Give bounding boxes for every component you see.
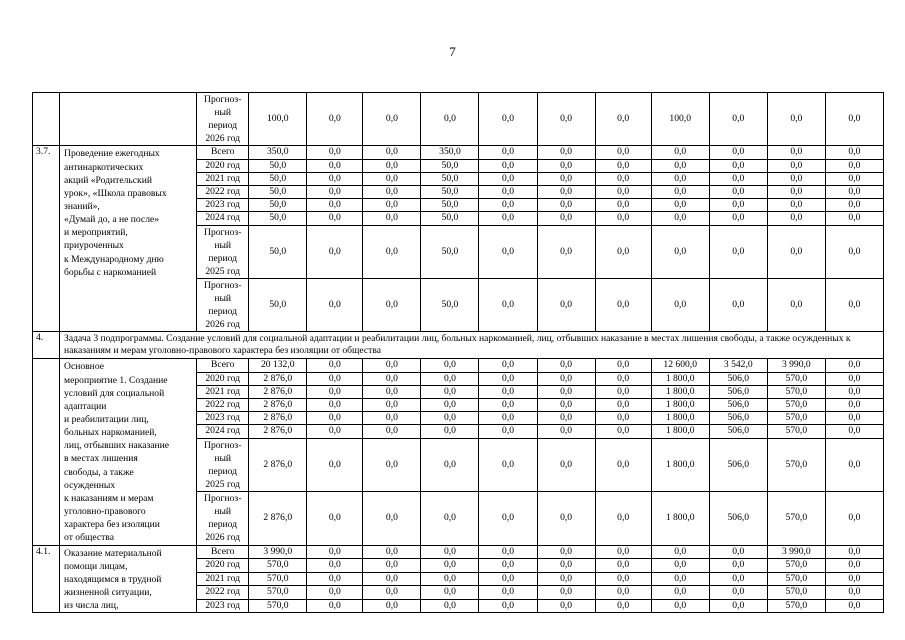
value-cell: 2 876,0 xyxy=(249,438,307,491)
value-cell: 0,0 xyxy=(537,559,595,573)
value-cell: 0,0 xyxy=(421,425,479,438)
value-cell: 570,0 xyxy=(249,559,307,573)
value-cell: 0,0 xyxy=(651,586,709,600)
value-cell: 0,0 xyxy=(307,185,363,198)
value-cell: 0,0 xyxy=(421,412,479,425)
value-cell: 0,0 xyxy=(307,385,363,398)
value-cell: 570,0 xyxy=(767,599,825,613)
value-cell: 0,0 xyxy=(595,185,651,198)
value-cell: 50,0 xyxy=(421,159,479,172)
period-cell: 2021 год xyxy=(197,172,249,185)
value-cell: 0,0 xyxy=(767,93,825,146)
value-cell: 50,0 xyxy=(249,278,307,331)
value-cell: 0,0 xyxy=(825,159,883,172)
value-cell: 0,0 xyxy=(479,185,537,198)
value-cell: 0,0 xyxy=(651,545,709,559)
period-cell: Прогноз- ный период 2025 год xyxy=(197,225,249,278)
value-cell: 0,0 xyxy=(825,359,883,372)
value-cell: 0,0 xyxy=(537,278,595,331)
value-cell: 0,0 xyxy=(537,185,595,198)
value-cell: 50,0 xyxy=(249,185,307,198)
value-cell: 0,0 xyxy=(307,93,363,146)
value-cell: 0,0 xyxy=(537,599,595,613)
value-cell: 0,0 xyxy=(307,425,363,438)
value-cell: 0,0 xyxy=(767,199,825,212)
value-cell: 506,0 xyxy=(709,412,767,425)
table-row xyxy=(33,146,884,159)
period-cell: 2021 год xyxy=(197,572,249,586)
value-cell: 50,0 xyxy=(421,278,479,331)
value-cell: 1 800,0 xyxy=(651,438,709,491)
value-cell: 0,0 xyxy=(825,412,883,425)
value-cell: 0,0 xyxy=(479,545,537,559)
value-cell: 0,0 xyxy=(651,146,709,159)
value-cell: 0,0 xyxy=(421,599,479,613)
value-cell: 0,0 xyxy=(767,278,825,331)
row-number: 3.7. xyxy=(33,146,60,332)
activity-name xyxy=(60,93,197,146)
table-row xyxy=(33,93,884,146)
value-cell: 570,0 xyxy=(767,586,825,600)
value-cell: 570,0 xyxy=(767,559,825,573)
value-cell: 3 542,0 xyxy=(709,359,767,372)
value-cell: 0,0 xyxy=(595,372,651,385)
value-cell: 1 800,0 xyxy=(651,412,709,425)
value-cell: 50,0 xyxy=(249,199,307,212)
value-cell: 1 800,0 xyxy=(651,372,709,385)
value-cell: 0,0 xyxy=(825,172,883,185)
value-cell: 0,0 xyxy=(595,438,651,491)
value-cell: 0,0 xyxy=(595,492,651,546)
value-cell: 0,0 xyxy=(825,212,883,225)
value-cell: 1 800,0 xyxy=(651,425,709,438)
value-cell: 0,0 xyxy=(709,572,767,586)
value-cell: 0,0 xyxy=(537,199,595,212)
value-cell: 0,0 xyxy=(421,359,479,372)
value-cell: 0,0 xyxy=(537,159,595,172)
value-cell: 0,0 xyxy=(767,185,825,198)
value-cell: 0,0 xyxy=(825,278,883,331)
value-cell: 350,0 xyxy=(421,146,479,159)
table-body xyxy=(33,93,884,613)
value-cell: 100,0 xyxy=(651,93,709,146)
value-cell: 0,0 xyxy=(307,559,363,573)
value-cell: 0,0 xyxy=(479,385,537,398)
value-cell: 0,0 xyxy=(479,398,537,411)
value-cell: 0,0 xyxy=(709,586,767,600)
value-cell: 50,0 xyxy=(421,185,479,198)
value-cell: 0,0 xyxy=(363,559,421,573)
value-cell: 0,0 xyxy=(537,146,595,159)
value-cell: 0,0 xyxy=(825,586,883,600)
table-row xyxy=(33,359,884,372)
value-cell: 50,0 xyxy=(249,172,307,185)
value-cell: 0,0 xyxy=(767,212,825,225)
value-cell: 1 800,0 xyxy=(651,492,709,546)
value-cell: 506,0 xyxy=(709,492,767,546)
value-cell: 0,0 xyxy=(651,172,709,185)
value-cell: 0,0 xyxy=(307,359,363,372)
value-cell: 2 876,0 xyxy=(249,425,307,438)
value-cell: 350,0 xyxy=(249,146,307,159)
value-cell: 0,0 xyxy=(363,93,421,146)
value-cell: 0,0 xyxy=(709,199,767,212)
value-cell: 0,0 xyxy=(651,599,709,613)
value-cell: 0,0 xyxy=(709,185,767,198)
value-cell: 0,0 xyxy=(479,586,537,600)
value-cell: 0,0 xyxy=(825,146,883,159)
value-cell: 506,0 xyxy=(709,385,767,398)
row-number: 4.1. xyxy=(33,545,60,613)
value-cell: 0,0 xyxy=(595,559,651,573)
value-cell: 0,0 xyxy=(421,559,479,573)
value-cell: 0,0 xyxy=(363,172,421,185)
value-cell: 0,0 xyxy=(307,492,363,546)
value-cell: 0,0 xyxy=(307,212,363,225)
value-cell: 0,0 xyxy=(363,146,421,159)
value-cell: 0,0 xyxy=(363,212,421,225)
period-cell: 2021 год xyxy=(197,385,249,398)
value-cell: 1 800,0 xyxy=(651,398,709,411)
value-cell: 0,0 xyxy=(479,278,537,331)
value-cell: 0,0 xyxy=(651,199,709,212)
task-description: Задача 3 подпрограммы. Создание условий для социальной адаптации и реабилитации лиц, больных наркоманией, лиц, отбывших наказание в местах лишения свободы, а также осужденных к наказаниям и мерам уголовно-правового характера без изоляции от общества xyxy=(60,332,884,359)
value-cell: 0,0 xyxy=(479,172,537,185)
value-cell: 0,0 xyxy=(537,398,595,411)
period-cell: 2022 год xyxy=(197,398,249,411)
value-cell: 0,0 xyxy=(479,212,537,225)
period-cell: 2020 год xyxy=(197,159,249,172)
value-cell: 2 876,0 xyxy=(249,385,307,398)
value-cell: 0,0 xyxy=(537,412,595,425)
value-cell: 0,0 xyxy=(767,159,825,172)
value-cell: 0,0 xyxy=(709,278,767,331)
value-cell: 0,0 xyxy=(537,93,595,146)
value-cell: 0,0 xyxy=(479,559,537,573)
value-cell: 0,0 xyxy=(651,572,709,586)
value-cell: 0,0 xyxy=(307,278,363,331)
value-cell: 0,0 xyxy=(363,372,421,385)
period-cell: Прогноз- ный период 2026 год xyxy=(197,492,249,546)
value-cell: 0,0 xyxy=(595,212,651,225)
value-cell: 0,0 xyxy=(709,225,767,278)
value-cell: 0,0 xyxy=(363,438,421,491)
value-cell: 0,0 xyxy=(709,559,767,573)
value-cell: 0,0 xyxy=(479,438,537,491)
row-number: 4. xyxy=(33,332,60,359)
value-cell: 0,0 xyxy=(767,225,825,278)
period-cell: 2022 год xyxy=(197,185,249,198)
value-cell: 0,0 xyxy=(421,492,479,546)
value-cell: 0,0 xyxy=(537,438,595,491)
value-cell: 0,0 xyxy=(363,199,421,212)
value-cell: 0,0 xyxy=(363,586,421,600)
activity-name: Оказание материальной помощи лицам, находящимся в трудной жизненной ситуации, из числа лиц, xyxy=(60,545,197,613)
period-cell: Всего xyxy=(197,146,249,159)
value-cell: 570,0 xyxy=(767,398,825,411)
value-cell: 2 876,0 xyxy=(249,372,307,385)
row-number xyxy=(33,93,60,146)
value-cell: 0,0 xyxy=(307,438,363,491)
value-cell: 0,0 xyxy=(307,199,363,212)
value-cell: 0,0 xyxy=(363,425,421,438)
value-cell: 570,0 xyxy=(767,572,825,586)
value-cell: 0,0 xyxy=(595,398,651,411)
value-cell: 2 876,0 xyxy=(249,398,307,411)
value-cell: 0,0 xyxy=(595,412,651,425)
value-cell: 0,0 xyxy=(537,492,595,546)
task-row xyxy=(33,332,884,359)
value-cell: 0,0 xyxy=(363,385,421,398)
value-cell: 0,0 xyxy=(307,159,363,172)
value-cell: 50,0 xyxy=(421,225,479,278)
period-cell: 2022 год xyxy=(197,586,249,600)
value-cell: 0,0 xyxy=(825,398,883,411)
value-cell: 0,0 xyxy=(363,412,421,425)
value-cell: 0,0 xyxy=(595,278,651,331)
value-cell: 0,0 xyxy=(363,599,421,613)
value-cell: 0,0 xyxy=(825,225,883,278)
value-cell: 0,0 xyxy=(595,425,651,438)
value-cell: 0,0 xyxy=(479,159,537,172)
value-cell: 0,0 xyxy=(595,172,651,185)
value-cell: 0,0 xyxy=(479,199,537,212)
value-cell: 506,0 xyxy=(709,398,767,411)
value-cell: 0,0 xyxy=(537,586,595,600)
value-cell: 0,0 xyxy=(825,545,883,559)
value-cell: 0,0 xyxy=(709,93,767,146)
value-cell: 0,0 xyxy=(595,572,651,586)
value-cell: 0,0 xyxy=(709,212,767,225)
value-cell: 506,0 xyxy=(709,372,767,385)
value-cell: 0,0 xyxy=(537,225,595,278)
value-cell: 0,0 xyxy=(709,146,767,159)
value-cell: 0,0 xyxy=(537,359,595,372)
value-cell: 0,0 xyxy=(595,159,651,172)
period-cell: 2020 год xyxy=(197,372,249,385)
value-cell: 0,0 xyxy=(307,225,363,278)
value-cell: 0,0 xyxy=(537,372,595,385)
value-cell: 0,0 xyxy=(479,372,537,385)
value-cell: 0,0 xyxy=(595,586,651,600)
value-cell: 570,0 xyxy=(767,372,825,385)
value-cell: 570,0 xyxy=(249,572,307,586)
value-cell: 0,0 xyxy=(421,545,479,559)
period-cell: Всего xyxy=(197,359,249,372)
period-cell: Всего xyxy=(197,545,249,559)
value-cell: 0,0 xyxy=(421,372,479,385)
value-cell: 0,0 xyxy=(825,372,883,385)
value-cell: 0,0 xyxy=(825,559,883,573)
value-cell: 0,0 xyxy=(421,398,479,411)
row-number xyxy=(33,359,60,545)
value-cell: 0,0 xyxy=(363,185,421,198)
value-cell: 0,0 xyxy=(537,385,595,398)
value-cell: 50,0 xyxy=(249,225,307,278)
value-cell: 1 800,0 xyxy=(651,385,709,398)
value-cell: 100,0 xyxy=(249,93,307,146)
value-cell: 0,0 xyxy=(307,545,363,559)
value-cell: 3 990,0 xyxy=(767,359,825,372)
value-cell: 0,0 xyxy=(595,199,651,212)
value-cell: 0,0 xyxy=(651,278,709,331)
value-cell: 0,0 xyxy=(595,225,651,278)
value-cell: 0,0 xyxy=(651,559,709,573)
value-cell: 0,0 xyxy=(363,359,421,372)
value-cell: 0,0 xyxy=(307,572,363,586)
period-cell: 2024 год xyxy=(197,212,249,225)
activity-name: Проведение ежегодных антинаркотических акций «Родительский урок», «Школа правовых знаний», «Думай до, а не после» и мероприятий, приуроченных к Международному дню борьбы с наркоманией xyxy=(60,146,197,332)
value-cell: 0,0 xyxy=(651,159,709,172)
budget-table xyxy=(32,92,884,613)
value-cell: 570,0 xyxy=(767,425,825,438)
value-cell: 0,0 xyxy=(307,398,363,411)
value-cell: 50,0 xyxy=(249,212,307,225)
value-cell: 0,0 xyxy=(595,359,651,372)
value-cell: 0,0 xyxy=(479,225,537,278)
value-cell: 570,0 xyxy=(767,412,825,425)
value-cell: 0,0 xyxy=(595,599,651,613)
value-cell: 570,0 xyxy=(249,586,307,600)
value-cell: 0,0 xyxy=(825,492,883,546)
value-cell: 20 132,0 xyxy=(249,359,307,372)
value-cell: 0,0 xyxy=(825,93,883,146)
value-cell: 0,0 xyxy=(307,412,363,425)
value-cell: 0,0 xyxy=(479,492,537,546)
value-cell: 0,0 xyxy=(307,599,363,613)
value-cell: 50,0 xyxy=(421,212,479,225)
value-cell: 0,0 xyxy=(363,159,421,172)
value-cell: 0,0 xyxy=(479,359,537,372)
value-cell: 3 990,0 xyxy=(249,545,307,559)
period-cell: 2024 год xyxy=(197,425,249,438)
value-cell: 570,0 xyxy=(767,492,825,546)
value-cell: 570,0 xyxy=(249,599,307,613)
value-cell: 0,0 xyxy=(825,185,883,198)
value-cell: 50,0 xyxy=(421,199,479,212)
value-cell: 0,0 xyxy=(363,278,421,331)
period-cell: 2023 год xyxy=(197,599,249,613)
value-cell: 0,0 xyxy=(363,225,421,278)
activity-name: Основное мероприятие 1. Создание условий для социальной адаптации и реабилитации лиц, больных наркоманией, лиц, отбывших наказание в местах лишения свободы, а также осужденных к наказаниям и мерам уголовно-правового характера без изоляции от общества xyxy=(60,359,197,545)
value-cell: 0,0 xyxy=(363,492,421,546)
period-cell: Прогноз- ный период 2025 год xyxy=(197,438,249,491)
value-cell: 0,0 xyxy=(307,146,363,159)
value-cell: 0,0 xyxy=(307,172,363,185)
value-cell: 0,0 xyxy=(767,172,825,185)
value-cell: 0,0 xyxy=(595,545,651,559)
value-cell: 0,0 xyxy=(307,586,363,600)
value-cell: 0,0 xyxy=(421,438,479,491)
table-row xyxy=(33,545,884,559)
value-cell: 0,0 xyxy=(421,586,479,600)
value-cell: 0,0 xyxy=(651,185,709,198)
value-cell: 0,0 xyxy=(595,385,651,398)
value-cell: 0,0 xyxy=(363,398,421,411)
value-cell: 0,0 xyxy=(709,159,767,172)
value-cell: 0,0 xyxy=(651,225,709,278)
value-cell: 3 990,0 xyxy=(767,545,825,559)
value-cell: 0,0 xyxy=(363,545,421,559)
value-cell: 0,0 xyxy=(537,425,595,438)
value-cell: 0,0 xyxy=(825,438,883,491)
page-number: 7 xyxy=(449,44,456,59)
value-cell: 0,0 xyxy=(479,425,537,438)
value-cell: 0,0 xyxy=(363,572,421,586)
value-cell: 0,0 xyxy=(537,212,595,225)
value-cell: 50,0 xyxy=(249,159,307,172)
value-cell: 506,0 xyxy=(709,425,767,438)
period-cell: Прогноз- ный период 2026 год xyxy=(197,93,249,146)
value-cell: 0,0 xyxy=(825,599,883,613)
value-cell: 0,0 xyxy=(479,146,537,159)
value-cell: 0,0 xyxy=(479,572,537,586)
value-cell: 50,0 xyxy=(421,172,479,185)
period-cell: 2020 год xyxy=(197,559,249,573)
value-cell: 0,0 xyxy=(537,572,595,586)
period-cell: Прогноз- ный период 2026 год xyxy=(197,278,249,331)
value-cell: 0,0 xyxy=(709,172,767,185)
value-cell: 570,0 xyxy=(767,438,825,491)
value-cell: 570,0 xyxy=(767,385,825,398)
value-cell: 2 876,0 xyxy=(249,492,307,546)
value-cell: 0,0 xyxy=(709,545,767,559)
value-cell: 0,0 xyxy=(421,93,479,146)
period-cell: 2023 год xyxy=(197,199,249,212)
value-cell: 12 600,0 xyxy=(651,359,709,372)
value-cell: 0,0 xyxy=(767,146,825,159)
value-cell: 506,0 xyxy=(709,438,767,491)
value-cell: 0,0 xyxy=(825,572,883,586)
value-cell: 0,0 xyxy=(595,146,651,159)
value-cell: 0,0 xyxy=(825,199,883,212)
value-cell: 0,0 xyxy=(651,212,709,225)
value-cell: 0,0 xyxy=(537,172,595,185)
period-cell: 2023 год xyxy=(197,412,249,425)
value-cell: 0,0 xyxy=(479,93,537,146)
value-cell: 0,0 xyxy=(709,599,767,613)
value-cell: 2 876,0 xyxy=(249,412,307,425)
value-cell: 0,0 xyxy=(421,572,479,586)
value-cell: 0,0 xyxy=(537,545,595,559)
value-cell: 0,0 xyxy=(825,425,883,438)
value-cell: 0,0 xyxy=(479,412,537,425)
value-cell: 0,0 xyxy=(479,599,537,613)
value-cell: 0,0 xyxy=(421,385,479,398)
value-cell: 0,0 xyxy=(595,93,651,146)
value-cell: 0,0 xyxy=(307,372,363,385)
value-cell: 0,0 xyxy=(825,385,883,398)
